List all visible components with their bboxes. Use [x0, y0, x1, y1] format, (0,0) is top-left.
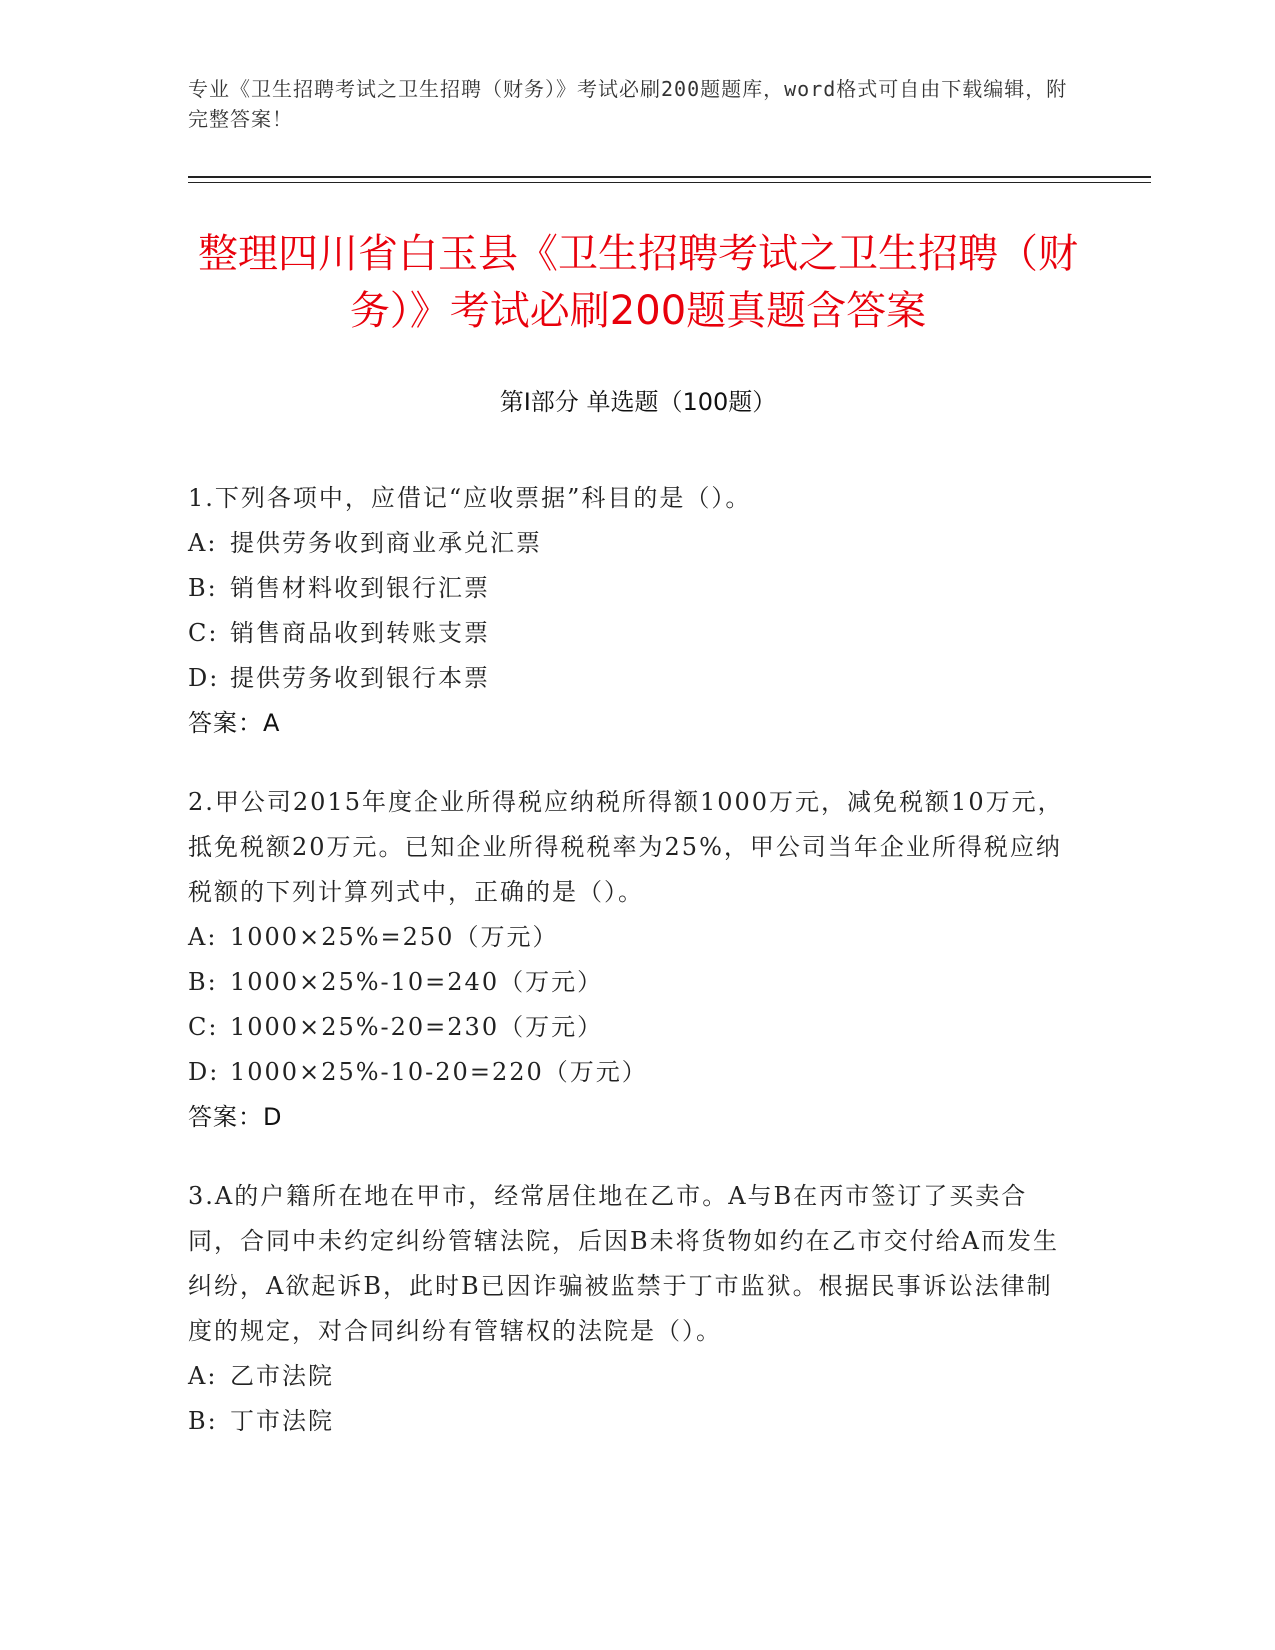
option-text: 1000×25%=250（万元） [230, 923, 559, 951]
answer-line: 答案：A [188, 709, 281, 737]
option-a [188, 915, 1068, 960]
answer-line: 答案：D [188, 1103, 283, 1131]
option-c [188, 611, 1068, 656]
option-text: 1000×25%-10-20=220（万元） [230, 1058, 648, 1086]
option-text: 1000×25%-20=230（万元） [230, 1013, 604, 1041]
option-text: 1000×25%-10=240（万元） [230, 968, 604, 996]
option-a [188, 1354, 1068, 1399]
option-letter: A: [188, 529, 218, 557]
option-letter: C: [188, 619, 219, 647]
option-letter: B: [188, 968, 218, 996]
option-text: 提供劳务收到商业承兑汇票 [230, 529, 542, 557]
option-text: 乙市法院 [230, 1362, 334, 1390]
question-2 [188, 780, 1068, 1140]
option-letter: B: [188, 1407, 218, 1435]
option-text: 提供劳务收到银行本票 [230, 664, 490, 692]
option-text: 丁市法院 [230, 1407, 334, 1435]
option-b [188, 566, 1068, 611]
question-1 [188, 476, 1068, 746]
option-text: 销售商品收到转账支票 [230, 619, 490, 647]
option-letter: D: [188, 1058, 220, 1086]
option-c [188, 1005, 1068, 1050]
option-text: 销售材料收到银行汇票 [230, 574, 490, 602]
header-divider-thin [188, 182, 1151, 183]
option-letter: C: [188, 1013, 219, 1041]
option-letter: A: [188, 923, 218, 951]
option-d [188, 1050, 1068, 1095]
section-title: 第I部分 单选题（100题） [499, 388, 777, 416]
question-stem: 2.甲公司2015年度企业所得税应纳税所得额1000万元，减免税额10万元，抵免税额20万元。已知企业所得税税率为25%，甲公司当年企业所得税应纳税额的下列计算列式中，正确的是（）。 [188, 788, 1064, 906]
question-3 [188, 1174, 1068, 1444]
question-list [188, 476, 1068, 1478]
header-note: 专业《卫生招聘考试之卫生招聘（财务）》考试必刷200题题库，word格式可自由下载编辑，附完整答案！ [188, 77, 1068, 131]
option-letter: B: [188, 574, 218, 602]
option-letter: D: [188, 664, 220, 692]
option-a [188, 521, 1068, 566]
header-divider-thick [188, 176, 1151, 178]
option-letter: A: [188, 1362, 218, 1390]
document-title: 整理四川省白玉县《卫生招聘考试之卫生招聘（财务）》考试必刷200题真题含答案 [198, 231, 1078, 334]
option-b [188, 1399, 1068, 1444]
option-b [188, 960, 1068, 1005]
question-stem: 1.下列各项中，应借记“应收票据”科目的是（）。 [188, 484, 752, 512]
question-stem: 3.A的户籍所在地在甲市，经常居住地在乙市。A与B在丙市签订了买卖合同，合同中未约定纠纷管辖法院，后因B未将货物如约在乙市交付给A而发生纠纷，A欲起诉B，此时B已因诈骗被监禁于丁市监狱。根据民事诉讼法律制度的规定，对合同纠纷有管辖权的法院是（）。 [188, 1182, 1059, 1345]
option-d [188, 656, 1068, 701]
